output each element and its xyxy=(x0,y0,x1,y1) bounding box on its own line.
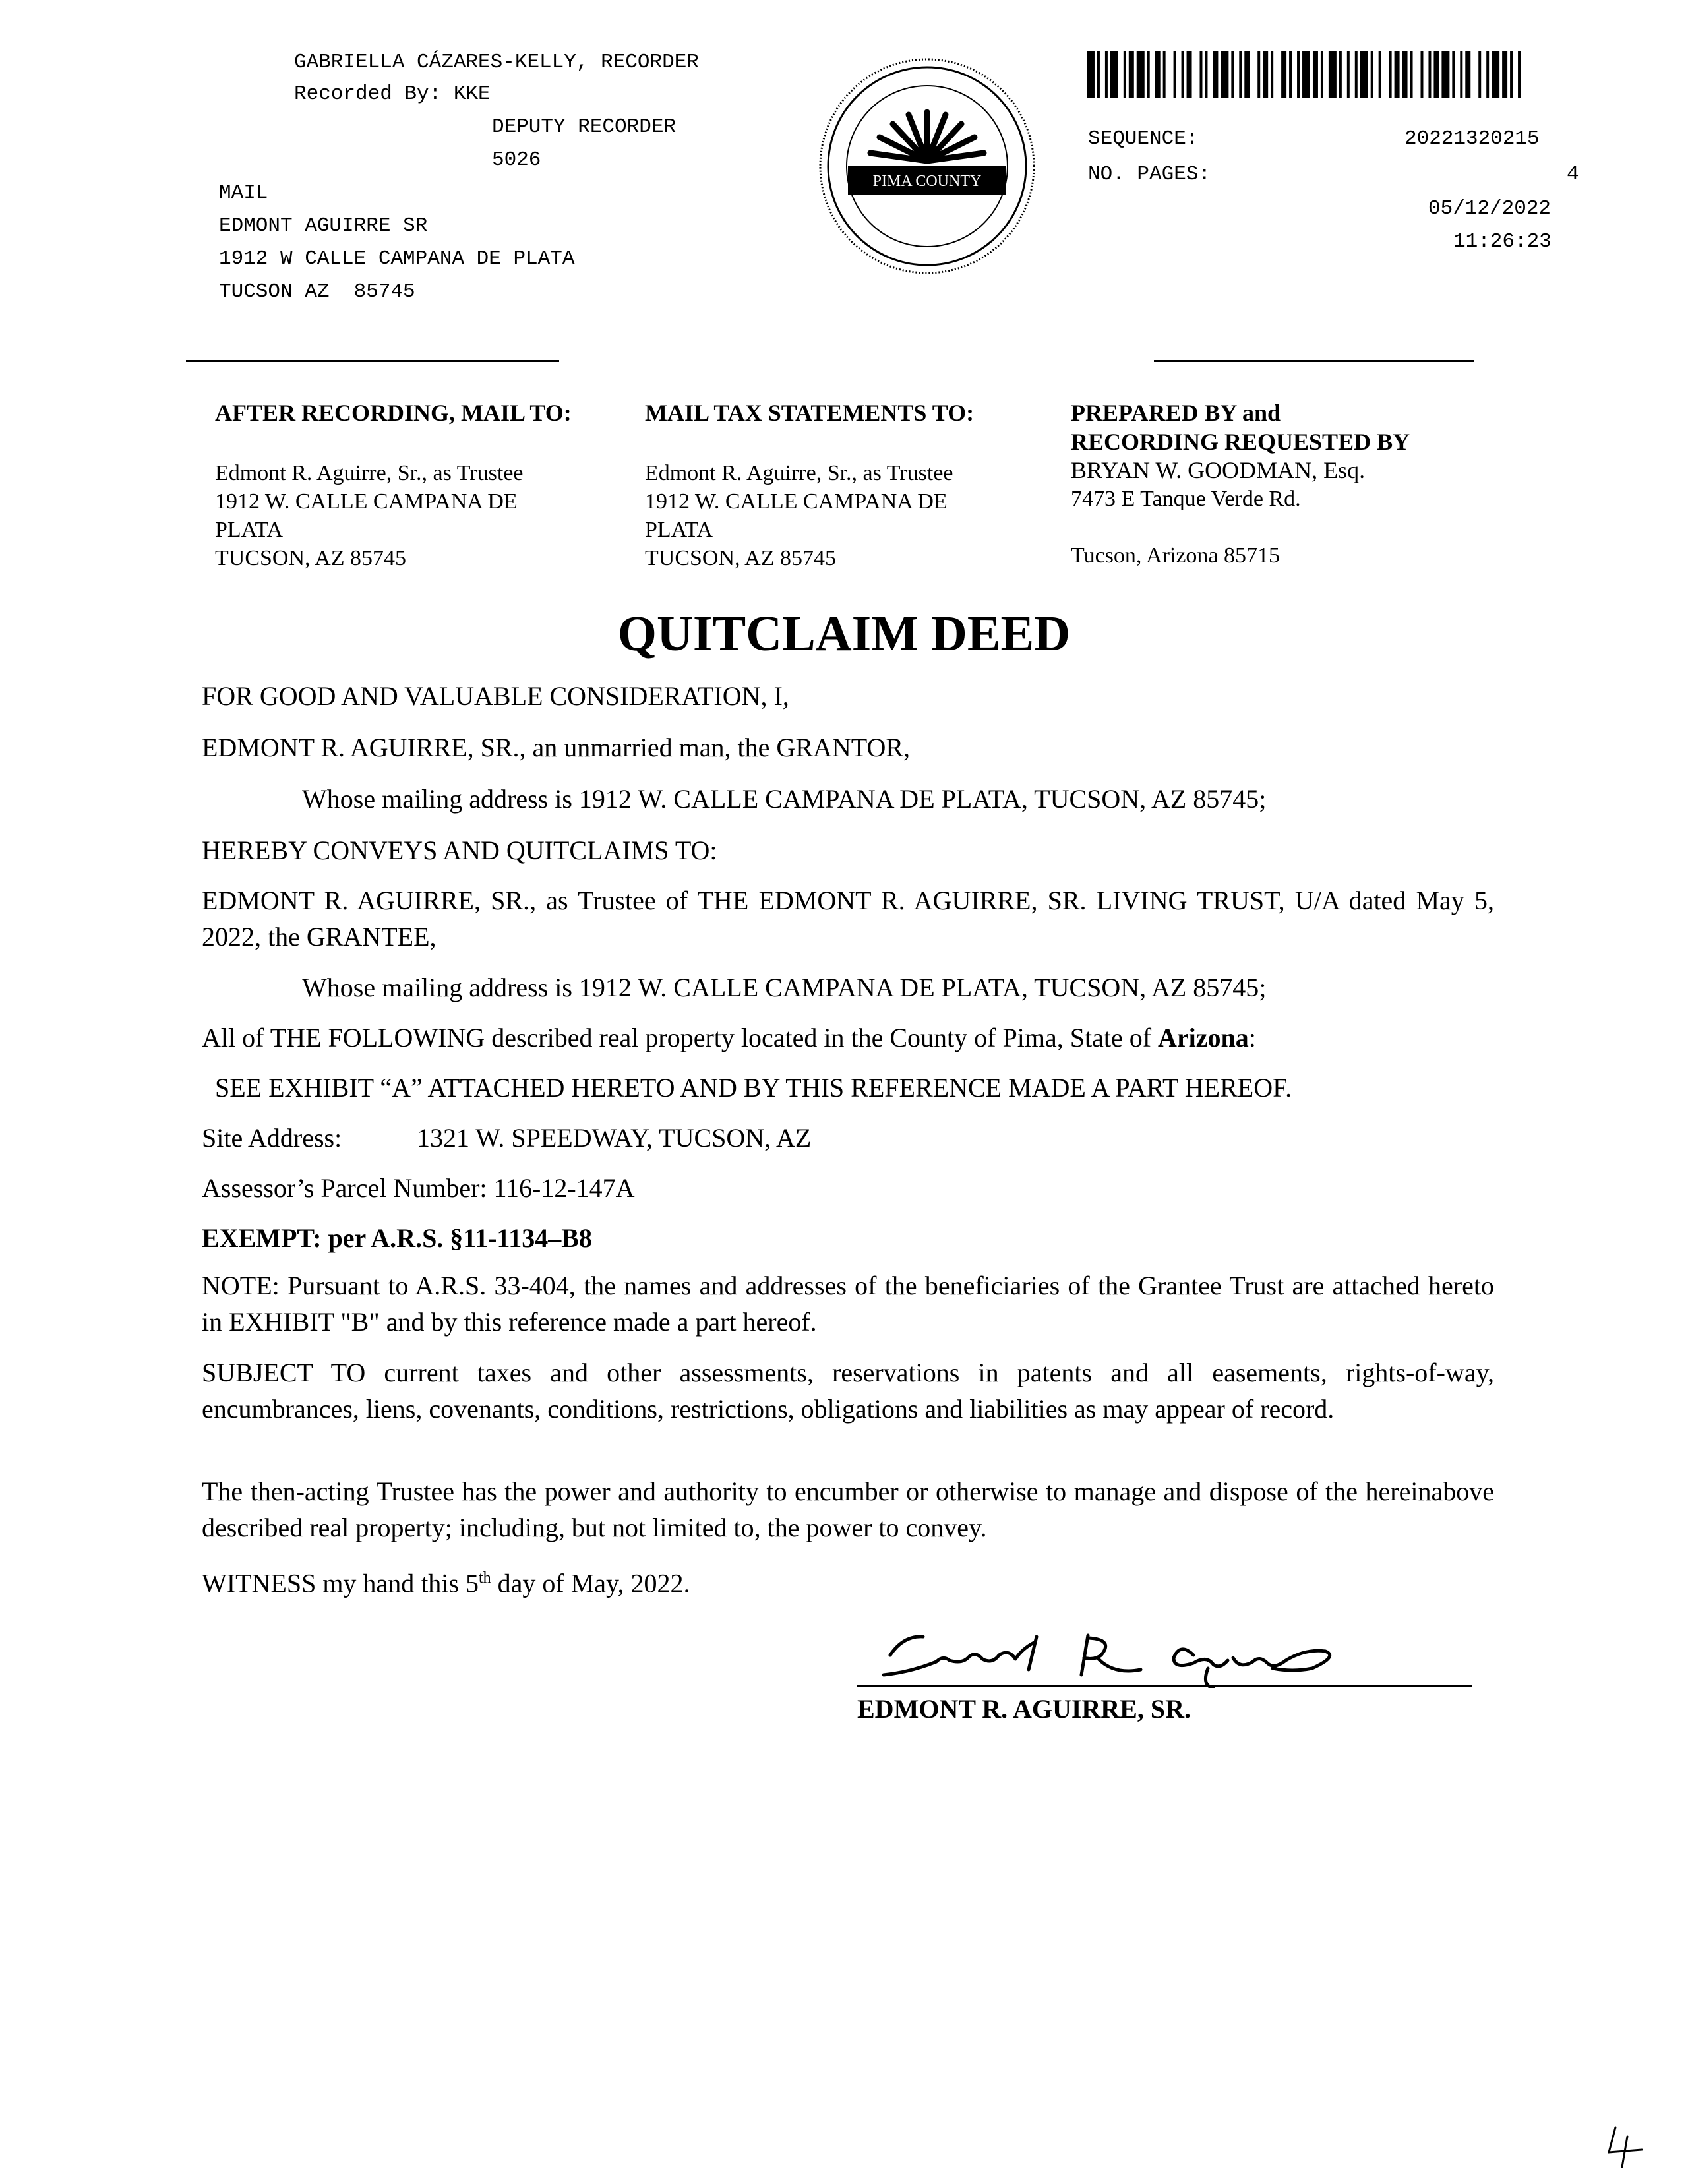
signer-name: EDMONT R. AGUIRRE, SR. xyxy=(857,1694,1191,1724)
conveys-line: HEREBY CONVEYS AND QUITCLAIMS TO: xyxy=(202,835,717,865)
grantor-line: EDMONT R. AGUIRRE, SR., an unmarried man, the GRANTOR, xyxy=(202,733,911,762)
exempt-line: EXEMPT: per A.R.S. §11-1134–B8 xyxy=(202,1223,592,1253)
after-recording-line: 1912 W. CALLE CAMPANA DE xyxy=(215,489,518,514)
barcode-bar xyxy=(1137,51,1145,98)
barcode-bar xyxy=(1402,51,1408,98)
divider-right xyxy=(1154,360,1474,362)
witness-line: WITNESS my hand this 5th day of May, 2022. xyxy=(202,1568,690,1598)
barcode-bar xyxy=(1339,51,1342,98)
barcode-bar xyxy=(1097,51,1100,98)
mail-tax-column xyxy=(645,398,1040,572)
pima-county-seal xyxy=(816,55,1038,277)
barcode-bar xyxy=(1289,51,1292,98)
barcode-bar xyxy=(1147,51,1150,98)
barcode-bar xyxy=(1213,51,1218,98)
barcode-bar xyxy=(1110,51,1118,98)
note-paragraph: NOTE: Pursuant to A.R.S. 33-404, the names and addresses of the beneficiaries of the Grantee Trust are attached hereto in EXHIBIT "B" and by this reference made a part hereof. xyxy=(202,1271,1494,1337)
recorder-name: GABRIELLA CÁZARES-KELLY, RECORDER xyxy=(294,51,699,74)
barcode-bar xyxy=(1129,51,1134,98)
seal-text: PIMA COUNTY xyxy=(872,173,982,190)
deputy-number: 5026 xyxy=(492,148,541,171)
barcode-bar xyxy=(1478,51,1481,98)
barcode-bar xyxy=(1163,51,1166,98)
exhibit-a-line: SEE EXHIBIT “A” ATTACHED HERETO AND BY THIS REFERENCE MADE A PART HEREOF. xyxy=(215,1073,1292,1103)
mail-tax-line: 1912 W. CALLE CAMPANA DE xyxy=(645,489,948,514)
barcode-bar xyxy=(1465,51,1470,98)
barcode-bar xyxy=(1502,51,1507,98)
recorded-by: Recorded By: KKE xyxy=(294,82,491,106)
mail-city: TUCSON AZ 85745 xyxy=(219,280,415,303)
property-line: All of THE FOLLOWING described real property located in the County of Pima, State of Arizona: xyxy=(202,1023,1256,1052)
prepared-by-column xyxy=(1071,398,1532,570)
barcode-bar xyxy=(1321,51,1323,98)
prepared-by-line: 7473 E Tanque Verde Rd. xyxy=(1071,487,1301,511)
site-address-value: 1321 W. SPEEDWAY, TUCSON, AZ xyxy=(417,1123,812,1153)
deed-title: QUITCLAIM DEED xyxy=(617,606,1071,661)
barcode-bar xyxy=(1205,51,1207,98)
after-recording-line: PLATA xyxy=(215,518,284,542)
mail-street: 1912 W CALLE CAMPANA DE PLATA xyxy=(219,247,575,270)
record-date: 05/12/2022 xyxy=(1428,197,1552,220)
barcode-bar xyxy=(1182,51,1184,98)
site-address-label: Site Address: xyxy=(202,1123,342,1153)
barcode-bar xyxy=(1486,51,1489,98)
after-recording-heading: AFTER RECORDING, MAIL TO: xyxy=(215,400,572,426)
barcode-bar xyxy=(1239,51,1242,98)
barcode-bar xyxy=(1105,51,1108,98)
signature-line xyxy=(857,1685,1472,1687)
mail-tax-heading: MAIL TAX STATEMENTS TO: xyxy=(645,400,975,426)
barcode-bar xyxy=(1271,51,1273,98)
recording-requested-heading: RECORDING REQUESTED BY xyxy=(1071,429,1410,455)
deputy-recorder: DEPUTY RECORDER xyxy=(492,115,677,138)
pages-label: NO. PAGES: xyxy=(1088,163,1211,186)
barcode-bar xyxy=(1263,51,1268,98)
grantee-paragraph: EDMONT R. AGUIRRE, SR., as Trustee of THE EDMONT R. AGUIRRE, SR. LIVING TRUST, U/A dated May 5, 2022, the GRANTEE, xyxy=(202,886,1494,952)
barcode-bar xyxy=(1360,51,1368,98)
barcode-bar xyxy=(1302,51,1310,98)
record-time: 11:26:23 xyxy=(1453,230,1552,253)
parcel-number: Assessor’s Parcel Number: 116-12-147A xyxy=(202,1173,635,1203)
sequence-label: SEQUENCE: xyxy=(1088,127,1199,150)
barcode-bar xyxy=(1199,51,1202,98)
barcode-bar xyxy=(1221,51,1228,98)
mail-label: MAIL xyxy=(219,181,268,204)
barcode-bar xyxy=(1433,51,1439,98)
prepared-by-line: BRYAN W. GOODMAN, Esq. xyxy=(1071,457,1366,483)
barcode-bar xyxy=(1347,51,1350,98)
barcode-bar xyxy=(1371,51,1373,98)
site-address-row xyxy=(202,1120,1494,1156)
barcode-bar xyxy=(1518,51,1521,98)
barcode-bar xyxy=(1281,51,1286,98)
mail-tax-line: TUCSON, AZ 85745 xyxy=(645,546,836,570)
prepared-by-heading: PREPARED BY and xyxy=(1071,400,1281,426)
barcode-bar xyxy=(1389,51,1392,98)
pages-value: 4 xyxy=(1567,163,1579,186)
barcode-bar xyxy=(1174,51,1176,98)
barcode-bar xyxy=(1313,51,1318,98)
barcode-bar xyxy=(1420,51,1423,98)
grantor-address: Whose mailing address is 1912 W. CALLE CAMPANA DE PLATA, TUCSON, AZ 85745; xyxy=(302,784,1267,814)
barcode-bar xyxy=(1395,51,1400,98)
barcode-bar xyxy=(1329,51,1337,98)
barcode-bar xyxy=(1124,51,1126,98)
subject-to-paragraph: SUBJECT TO current taxes and other assessments, reservations in patents and all easements, rights-of-way, encumbrances, liens, covenants, conditions, restrictions, obligations and liabilities as may appear of record. xyxy=(202,1358,1494,1424)
barcode-bar xyxy=(1187,51,1192,98)
handwritten-page-mark xyxy=(1596,2123,1655,2169)
grantee-address: Whose mailing address is 1912 W. CALLE CAMPANA DE PLATA, TUCSON, AZ 85745; xyxy=(302,973,1267,1002)
barcode-bar xyxy=(1460,51,1462,98)
barcode xyxy=(1087,51,1528,98)
after-recording-line: TUCSON, AZ 85745 xyxy=(215,546,406,570)
mail-tax-line: PLATA xyxy=(645,518,713,542)
barcode-bar xyxy=(1257,51,1260,98)
sequence-value: 20221320215 xyxy=(1404,127,1540,150)
barcode-bar xyxy=(1297,51,1300,98)
barcode-bar xyxy=(1355,51,1358,98)
barcode-bar xyxy=(1155,51,1160,98)
mail-tax-line: Edmont R. Aguirre, Sr., as Trustee xyxy=(645,461,953,485)
barcode-bar xyxy=(1510,51,1513,98)
after-recording-line: Edmont R. Aguirre, Sr., as Trustee xyxy=(215,461,524,485)
trustee-power-paragraph: The then-acting Trustee has the power and authority to encumber or otherwise to manage and dispose of the hereinabove described real property; including, but not limited to, the power to convey. xyxy=(202,1476,1494,1542)
barcode-bar xyxy=(1452,51,1455,98)
barcode-bar xyxy=(1231,51,1234,98)
barcode-bar xyxy=(1379,51,1381,98)
prepared-by-line: Tucson, Arizona 85715 xyxy=(1071,543,1281,568)
after-recording-column xyxy=(215,398,611,572)
barcode-bar xyxy=(1492,51,1499,98)
handwritten-signature xyxy=(864,1609,1358,1688)
barcode-bar xyxy=(1244,51,1250,98)
barcode-bar xyxy=(1441,51,1449,98)
mail-name: EDMONT AGUIRRE SR xyxy=(219,214,428,237)
consideration-line: FOR GOOD AND VALUABLE CONSIDERATION, I, xyxy=(202,681,789,711)
divider-left xyxy=(186,360,559,362)
barcode-bar xyxy=(1428,51,1431,98)
barcode-bar xyxy=(1410,51,1413,98)
barcode-bar xyxy=(1087,51,1095,98)
